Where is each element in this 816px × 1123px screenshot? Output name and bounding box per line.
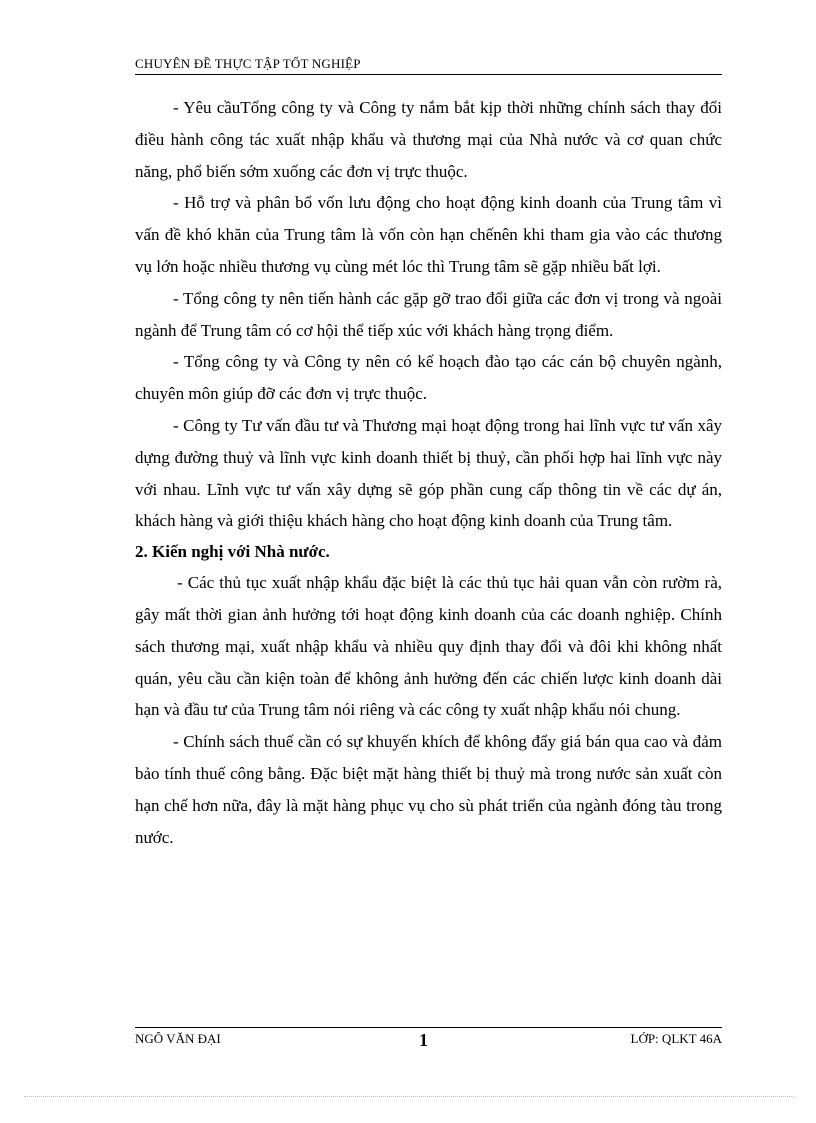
page-header: CHUYÊN ĐỀ THỰC TẬP TỐT NGHIỆP [135, 56, 722, 75]
paragraph: - Hỗ trợ và phân bổ vốn lưu động cho hoạt động kinh doanh của Trung tâm vì vấn đề khó khăn của Trung tâm là vốn còn hạn chếnên khi tham gia vào các thương vụ lớn hoặc nhiều thương vụ cùng mét lóc thì Trung tâm sẽ gặp nhiều bất lợi. [135, 193, 722, 276]
footer-author: NGÔ VĂN ĐẠI [135, 1031, 221, 1046]
paragraph: - Tổng công ty nên tiến hành các gặp gỡ trao đổi giữa các đơn vị trong và ngoài ngành để Trung tâm có cơ hội thể tiếp xúc với khách hàng trọng điểm. [135, 288, 722, 340]
paragraph: - Các thủ tục xuất nhập khẩu đặc biệt là các thủ tục hải quan vẫn còn rườm rà, gây mất thời gian ảnh hưởng tới hoạt động kinh doanh của các doanh nghiệp. Chính sách thương mại, xuất nhập khẩu và nhiều quy định thay đổi và đôi khi không nhất quán, yêu cầu cần kiện toàn để không ảnh hưởng đến các chiến lược kinh doanh dài hạn và đầu tư của Trung tâm nói riêng và các công ty xuất nhập khẩu nói chung. [135, 573, 722, 720]
section-heading: 2. Kiến nghị với Nhà nước. [135, 542, 330, 562]
page-number: 1 [419, 1030, 428, 1050]
paragraph: - Yêu cầuTổng công ty và Công ty nắm bắt kịp thời những chính sách thay đổi điều hành công tác xuất nhập khẩu và thương mại của Nhà nước và cơ quan chức năng, phổ biến sớm xuống các đơn vị trực thuộc. [135, 98, 722, 181]
footer-class: LỚP: QLKT 46A [630, 1031, 722, 1046]
footer-divider [135, 1027, 722, 1028]
paragraph: - Chính sách thuế cần có sự khuyến khích để không đẩy giá bán qua cao và đảm bảo tính thuế công bằng. Đặc biệt mặt hàng thiết bị thuỷ mà trong nước sản xuất còn hạn chế hơn nữa, đây là mặt hàng phục vụ cho sù phát triển của ngành đóng tàu trong nước. [135, 732, 722, 847]
paragraph: - Công ty Tư vấn đầu tư và Thương mại hoạt động trong hai lĩnh vực tư vấn xây dựng đường thuỷ và lĩnh vực kinh doanh thiết bị thuỷ, cần phối hợp hai lĩnh vực này với nhau. Lĩnh vực tư vấn xây dựng sẽ góp phần cung cấp thông tin về các dự án, khách hàng và giới thiệu khách hàng cho hoạt động kinh doanh của Trung tâm. [135, 415, 722, 531]
page-body [135, 92, 722, 853]
document-page [135, 0, 722, 1123]
page-bottom-divider [24, 1096, 794, 1097]
paragraph: - Tổng công ty và Công ty nên có kế hoạch đào tạo các cán bộ chuyên ngành, chuyên môn giúp đỡ các đơn vị trực thuộc. [135, 352, 722, 404]
page-footer [135, 1030, 722, 1050]
